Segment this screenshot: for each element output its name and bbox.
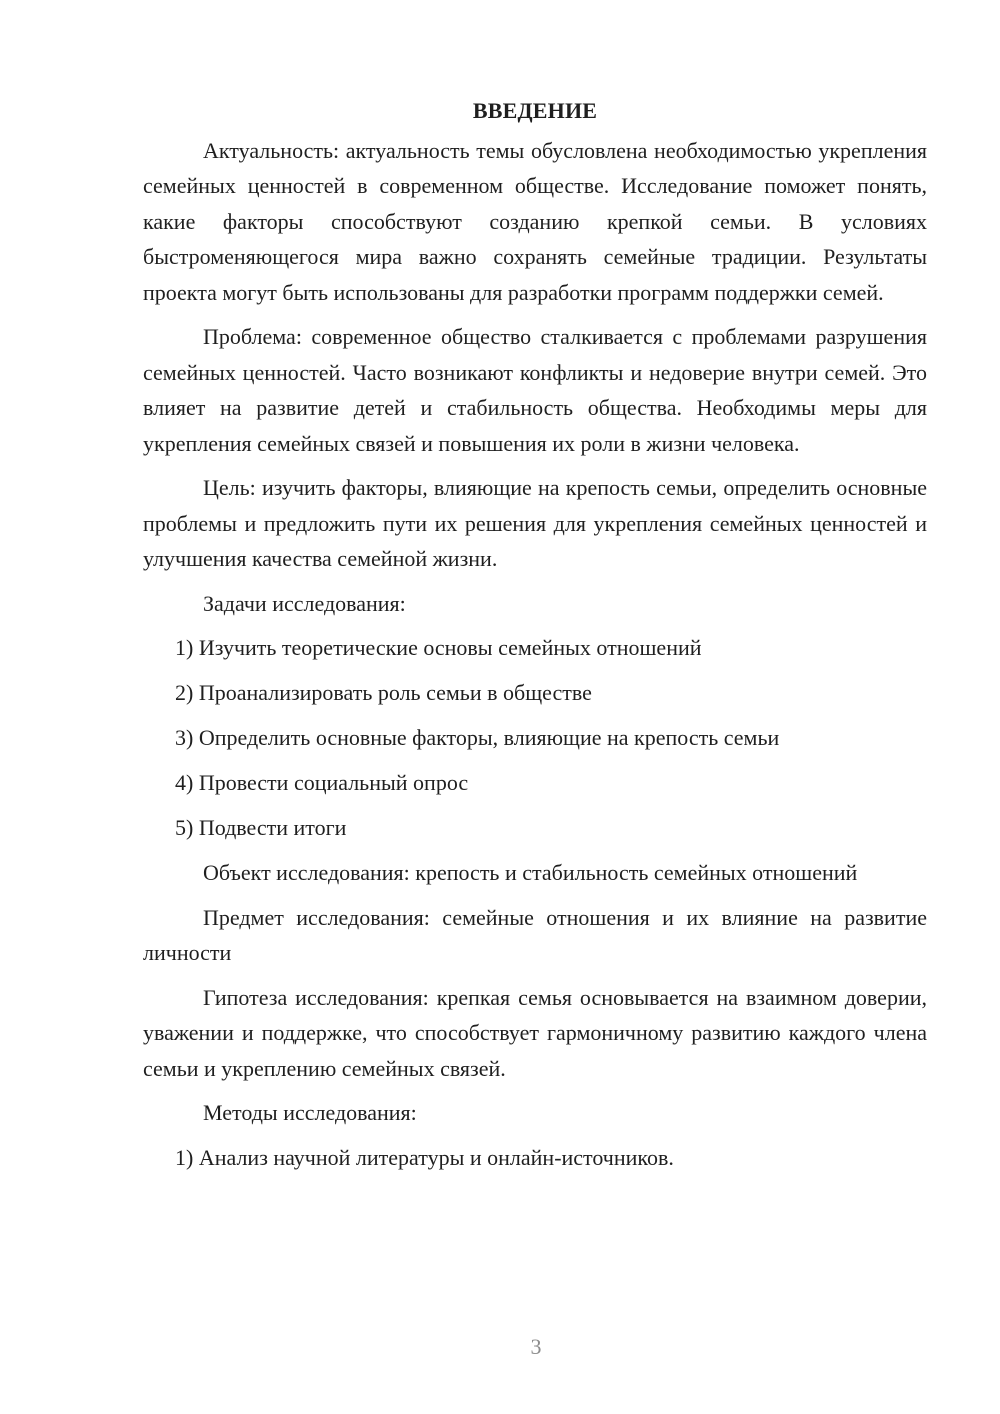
page-title: ВВЕДЕНИЕ [472,98,598,123]
page-number: 3 [530,1334,542,1359]
task-item-1: 1) Изучить теоретические основы семейных отношений [175,635,702,660]
task-item-2: 2) Проанализировать роль семьи в обществе [175,680,592,705]
goal-paragraph: Цель: изучить факторы, влияющие на крепость семьи, определить основные проблемы и предложить пути их решения для укрепления семейных ценностей и улучшения качества семейной жизни. [143,475,927,571]
tasks-list [143,630,927,846]
task-item-4: 4) Провести социальный опрос [175,770,469,795]
methods-list [143,1140,927,1176]
relevance-paragraph: Актуальность: актуальность темы обусловлена необходимостью укрепления семейных ценностей в современном обществе. Исследование поможет понять, какие факторы способствуют созданию крепкой семьи. В условиях быстроменяющегося мира важно сохранять семейные традиции. Результаты проекта могут быть использованы для разработки программ поддержки семей. [143,137,927,305]
task-item-3: 3) Определить основные факторы, влияющие на крепость семьи [175,725,780,750]
tasks-heading: Задачи исследования: [203,590,406,616]
problem-paragraph: Проблема: современное общество сталкивается с проблемами разрушения семейных ценностей. Часто возникают конфликты и недоверие внутри семей. Это влияет на развитие детей и стабильность общества. Необходимы меры для укрепления семейных связей и повышения их роли в жизни человека. [143,324,927,456]
hypothesis-paragraph: Гипотеза исследования: крепкая семья основывается на взаимном доверии, уважении и поддержке, что способствует гармоничному развитию каждого члена семьи и укреплению семейных связей. [143,984,927,1081]
page-content [143,93,927,1185]
method-item-1: 1) Анализ научной литературы и онлайн-источников. [175,1144,674,1170]
methods-heading: Методы исследования: [203,1100,417,1125]
object-paragraph: Объект исследования: крепость и стабильность семейных отношений [203,860,858,885]
task-item-5: 5) Подвести итоги [175,815,347,840]
subject-paragraph: Предмет исследования: семейные отношения и их влияние на развитие личности [143,904,927,965]
